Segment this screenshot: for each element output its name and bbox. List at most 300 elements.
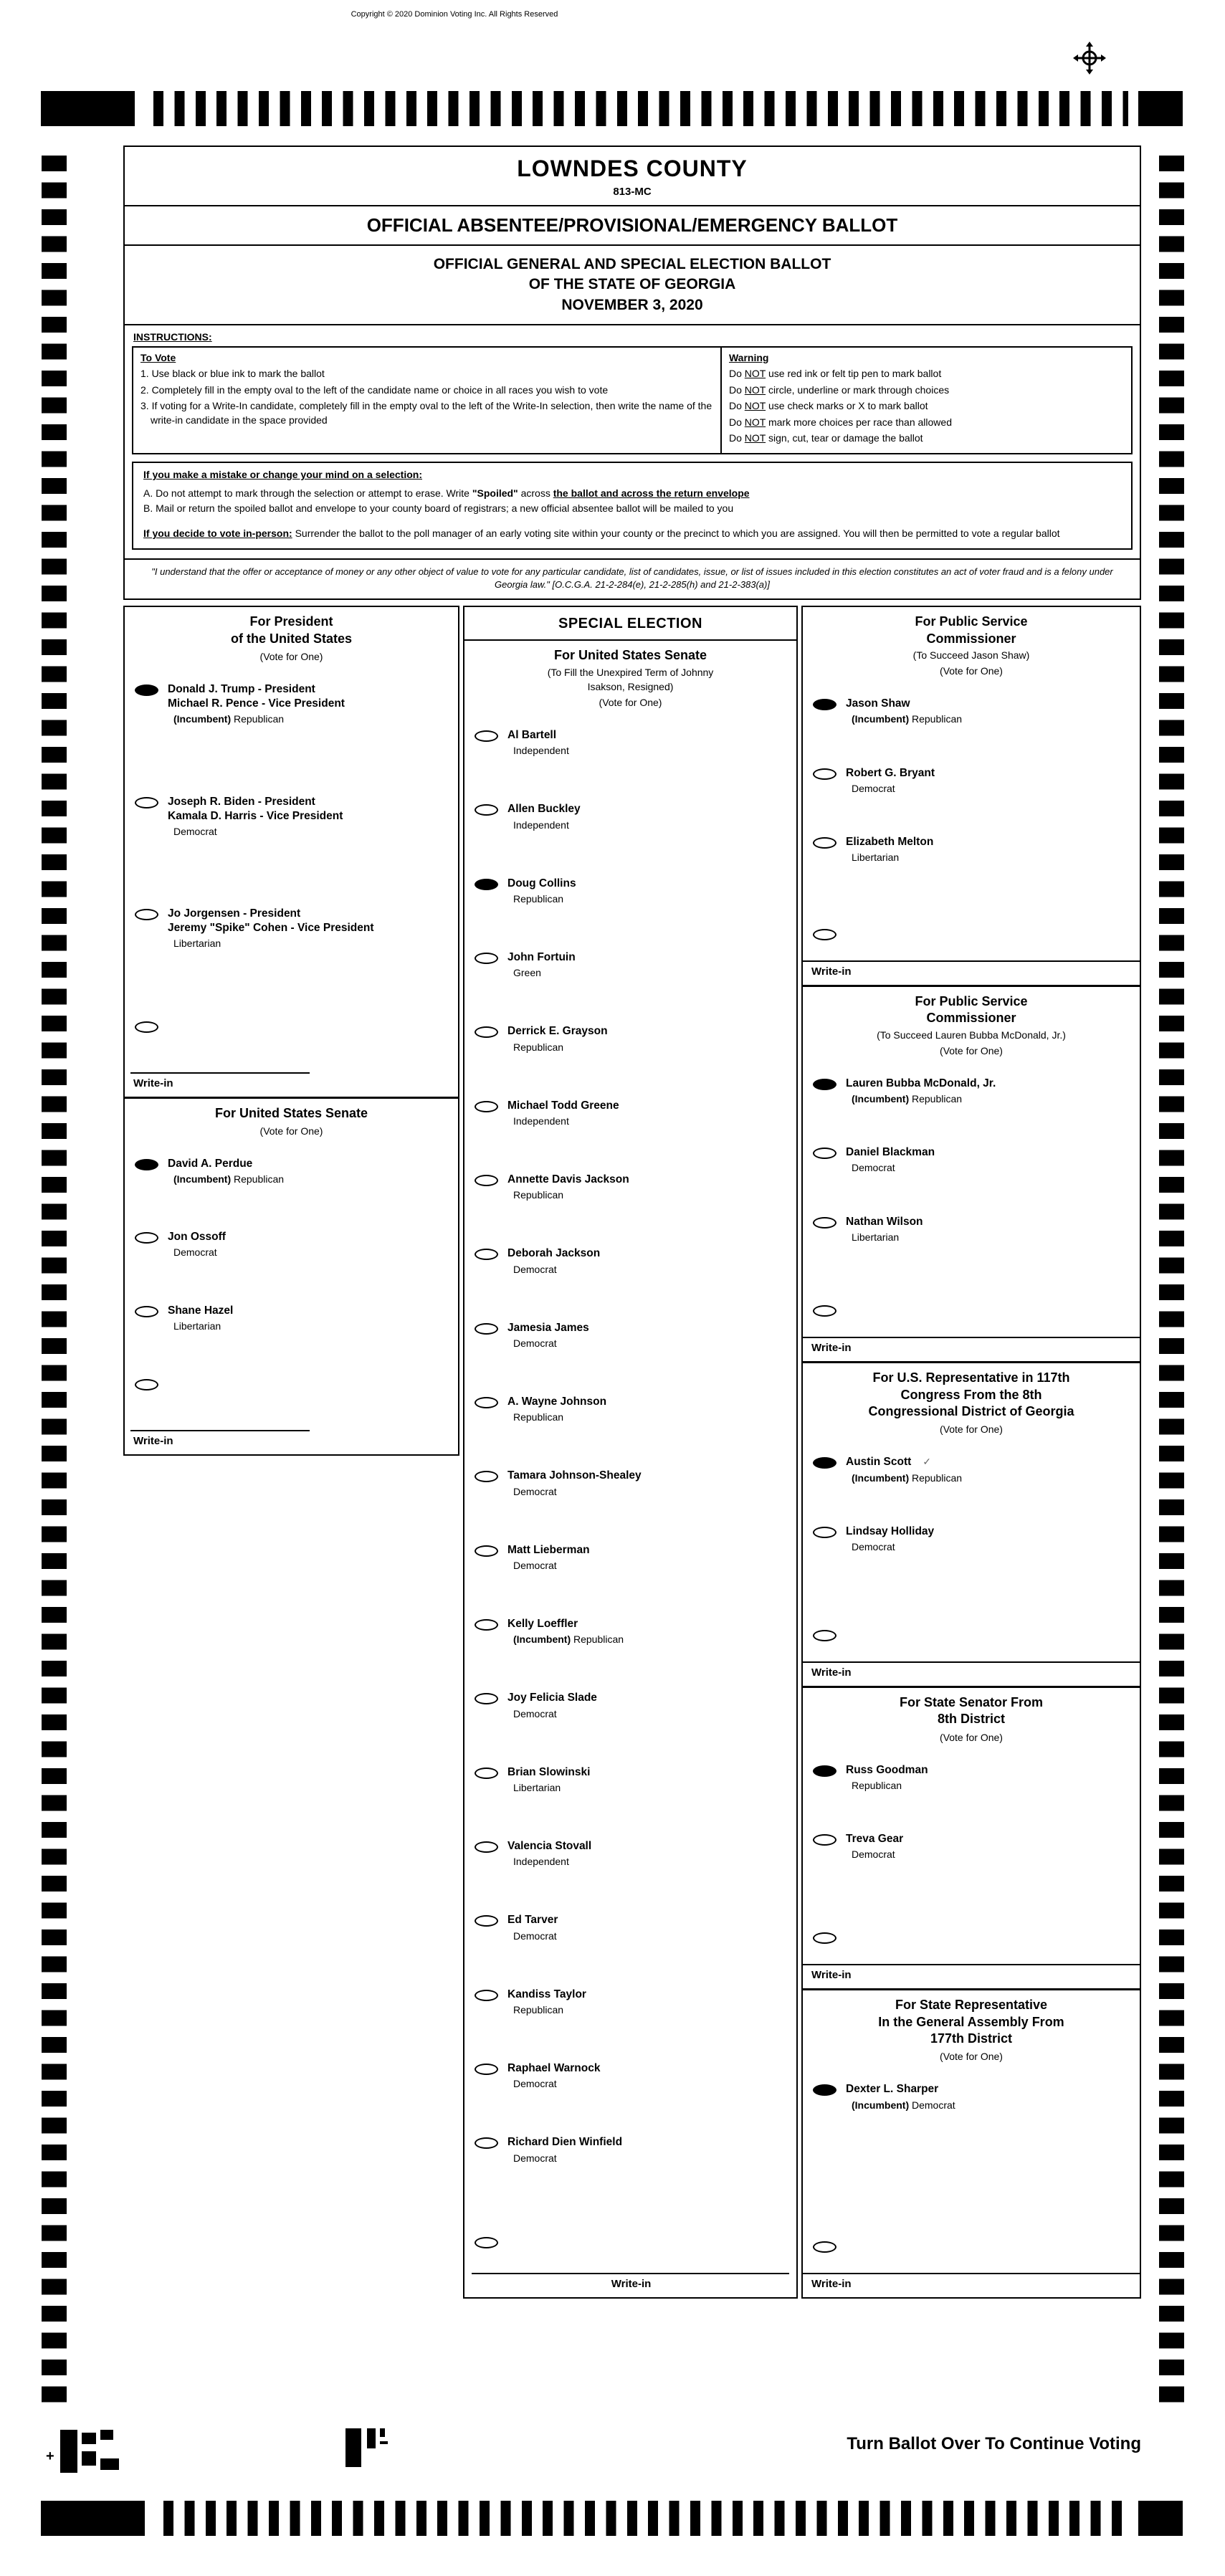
contest-header (803, 1363, 1140, 1455)
candidate-row (813, 697, 1135, 725)
contest-title-line: For United States Senate (553, 648, 707, 663)
party-name: Republican (513, 892, 564, 905)
candidate-row (475, 1617, 792, 1646)
ballot-id-mark (367, 2428, 376, 2448)
write-in-label: Write-in (811, 965, 852, 978)
timing-tick-bars (163, 2501, 1128, 2536)
candidate-name: Derrick E. Grayson (507, 1025, 608, 1038)
candidate-row (475, 950, 792, 979)
party-name: Green (513, 967, 541, 979)
ballot-type-title: OFFICIAL ABSENTEE/PROVISIONAL/EMERGENCY BALLOT (125, 206, 1140, 246)
ballot-oval[interactable] (135, 1306, 158, 1317)
candidate-party (173, 1320, 233, 1332)
contest-header (125, 607, 458, 682)
write-in-oval[interactable] (813, 1305, 836, 1317)
election-date: NOVEMBER 3, 2020 (561, 296, 703, 313)
to-vote-item: 2. Completely fill in the empty oval to the left of the candidate name or choice in all races you wish to vote (140, 383, 609, 396)
party-name: Republican (912, 713, 963, 725)
candidate-name: Dexter L. Sharper (846, 2083, 939, 2096)
candidate-name: John Fortuin (507, 951, 576, 964)
ballot-oval[interactable] (475, 1693, 498, 1704)
candidate-row (475, 1321, 792, 1350)
candidate-info (507, 1543, 590, 1572)
write-in-oval[interactable] (813, 2241, 836, 2253)
warning-section (722, 348, 1131, 453)
candidate-name: Lindsay Holliday (846, 1525, 935, 1537)
candidate-name: Joy Felicia Slade (507, 1692, 597, 1704)
ballot-content (123, 146, 1141, 2299)
timing-marks-right (1159, 156, 1184, 2406)
candidate-party (513, 892, 576, 905)
contest (803, 987, 1140, 1363)
county-name: LOWNDES COUNTY (517, 156, 748, 181)
ballot-oval[interactable] (475, 1101, 498, 1112)
candidate-party (852, 1161, 935, 1174)
to-vote-item: 3. If voting for a Write-In candidate, completely fill in the empty oval to the left of the Write-In selection, then write the name of the write-in candidate in the space provided (140, 400, 712, 426)
write-in-label: Write-in (133, 1077, 173, 1089)
precinct-code: 813-MC (613, 186, 652, 198)
to-vote-title: To Vote (140, 352, 176, 364)
ballot-oval[interactable] (475, 2137, 498, 2149)
ballot-oval[interactable] (475, 804, 498, 816)
text-segment: Do (728, 416, 745, 428)
candidate-row (135, 1304, 454, 1332)
warning-item (729, 383, 1124, 398)
party-name: Democrat (852, 1162, 895, 1174)
ballot-oval[interactable] (813, 837, 836, 849)
registration-crosshair-icon (1073, 42, 1106, 75)
party-name: Republican (912, 1471, 963, 1484)
text-segment: If you make a mistake or change your mind on a selection: (143, 469, 422, 480)
text-segment: A. Do not attempt to mark through the selection or attempt to erase. Write (143, 487, 472, 499)
party-name: Independent (513, 1856, 569, 1868)
to-vote-item: 1. Use black or blue ink to mark the ballot (140, 368, 325, 380)
instructions-box (132, 346, 1133, 454)
candidate-info (846, 1455, 962, 1484)
party-name: Democrat (173, 825, 217, 837)
contest (803, 1688, 1140, 1991)
write-in-label: Write-in (811, 1666, 852, 1679)
candidate-info (507, 1173, 629, 1201)
party-name: Republican (513, 1041, 564, 1053)
candidate-info (507, 1617, 624, 1646)
candidate-info (168, 1304, 233, 1332)
vote-for-instruction: (Vote for One) (940, 665, 1003, 677)
candidate-name: Brian Slowinski (507, 1765, 591, 1778)
candidate-row (813, 766, 1135, 795)
incumbent-label: (Incumbent) (852, 1471, 912, 1484)
party-name: Democrat (852, 1848, 895, 1860)
party-name: Democrat (513, 2078, 557, 2090)
write-in-line[interactable] (803, 1337, 1140, 1338)
contest-header (464, 641, 796, 728)
contest-title-line: For Public Service (915, 614, 1028, 629)
candidate-row (135, 795, 454, 838)
candidate-party (513, 1559, 590, 1572)
candidate-info (507, 1024, 608, 1053)
mistake-items (143, 486, 1121, 516)
write-in-section (803, 1628, 1140, 1686)
candidate-party (852, 1092, 996, 1105)
ballot-oval[interactable] (475, 1471, 498, 1482)
candidate-name: Jason Shaw (846, 697, 910, 710)
text-segment: Do (728, 368, 745, 380)
candidate-party (852, 1231, 923, 1244)
candidate-row (475, 1099, 792, 1127)
ballot-oval[interactable] (475, 1768, 498, 1779)
ballot-oval[interactable] (475, 1915, 498, 1927)
contest-title-line: of the United States (230, 631, 352, 646)
to-vote-items (140, 367, 713, 427)
special-election-header: SPECIAL ELECTION (464, 607, 796, 641)
ballot-oval[interactable] (475, 1323, 498, 1335)
party-name: Democrat (513, 1485, 557, 1497)
candidate-party (513, 2077, 601, 2090)
candidate-row (135, 907, 454, 950)
copyright-text: Copyright © 2020 Dominion Voting Inc. All Rights Reserved (351, 10, 558, 19)
text-segment: Do (728, 432, 745, 444)
ballot-oval-filled[interactable] (813, 1765, 836, 1777)
ballot-id-mark (82, 2451, 96, 2466)
candidate-info (507, 1988, 586, 2016)
timing-end-block (1138, 91, 1183, 126)
vote-for-instruction: (Vote for One) (940, 1423, 1003, 1436)
ballot-oval[interactable] (813, 1834, 836, 1846)
candidate-party (513, 966, 576, 979)
party-name: Republican (513, 2003, 564, 2016)
write-in-line[interactable] (803, 2273, 1140, 2274)
write-in-oval[interactable] (813, 1932, 836, 1944)
candidate-info (846, 766, 935, 795)
candidate-name: Michael Todd Greene (507, 1099, 619, 1112)
party-name: Libertarian (173, 1320, 221, 1332)
party-name: Libertarian (852, 851, 900, 864)
ballot-oval[interactable] (475, 2064, 498, 2075)
candidate-info (507, 1099, 619, 1127)
contest-title-line: 8th District (937, 1712, 1006, 1727)
fraud-warning: "I understand that the offer or acceptance of money or any other object of value to vote for any particular candidate, list of candidates, issue, or list of issues included in this election constitutes an act of voter fraud and is a felony under Georgia law." [O.C.G.A. 21-2-284(e), 21-2-285(h) and 21-2-383(a)] (125, 558, 1140, 598)
text-segment: use check marks or X to mark ballot (766, 400, 928, 412)
write-in-line[interactable] (130, 1072, 310, 1074)
party-name: Democrat (513, 1559, 557, 1571)
ballot-oval[interactable] (475, 1545, 498, 1557)
candidate-row (135, 1157, 454, 1186)
write-in-line[interactable] (472, 2273, 789, 2274)
candidate-row (475, 877, 792, 905)
candidate-info (846, 1145, 935, 1174)
write-in-label: Write-in (611, 2278, 652, 2291)
warning-item (729, 399, 1124, 414)
election-title-line2: OF THE STATE OF GEORGIA (528, 276, 736, 293)
ballot-id-mark (100, 2430, 113, 2440)
candidate-name: Lauren Bubba McDonald, Jr. (846, 1077, 996, 1089)
contest (125, 1099, 458, 1454)
warning-items (729, 367, 1124, 446)
candidate-info (168, 1230, 226, 1259)
ballot-oval[interactable] (475, 1175, 498, 1186)
party-name: Democrat (852, 1540, 895, 1552)
candidate-name: Russ Goodman (846, 1763, 928, 1776)
candidate-info (168, 795, 343, 838)
contest (803, 1990, 1140, 2297)
incumbent-label: (Incumbent) (173, 713, 234, 725)
warning-title: Warning (728, 352, 769, 364)
party-name: Democrat (513, 1337, 557, 1349)
text-segment: use red ink or felt tip pen to mark ballot (766, 368, 942, 380)
candidate-name: Doug Collins (507, 877, 576, 889)
candidate-party (513, 1707, 597, 1720)
candidate-name: Tamara Johnson-Shealey (507, 1469, 642, 1482)
mistake-item (143, 501, 1121, 516)
ballot-oval[interactable] (475, 1990, 498, 2001)
text-segment: NOT (744, 368, 766, 380)
contest-title-line: For Public Service (915, 993, 1028, 1008)
party-name: Republican (852, 1779, 902, 1791)
candidate-party (852, 1471, 962, 1484)
ballot-oval[interactable] (475, 1249, 498, 1260)
party-name: Democrat (912, 2099, 955, 2111)
ballot-oval-filled[interactable] (813, 1457, 836, 1469)
candidate-row (475, 2135, 792, 2164)
text-segment: across (518, 487, 553, 499)
candidate-party (513, 1115, 619, 1127)
ballot-oval[interactable] (813, 768, 836, 780)
contest (464, 641, 796, 2297)
candidate-name: Jeremy "Spike" Cohen - Vice President (168, 922, 374, 935)
ballot-oval[interactable] (475, 730, 498, 742)
in-person-instructions (143, 526, 1121, 541)
candidate-party (852, 1779, 928, 1792)
write-in-line[interactable] (803, 1661, 1140, 1663)
contest-title-line: 177th District (930, 2031, 1013, 2046)
text-segment: mark more choices per race than allowed (766, 416, 952, 428)
candidate-info (846, 835, 933, 864)
candidate-party (513, 1485, 642, 1498)
contest-subtitle-line: Isakson, Resigned) (587, 680, 674, 692)
candidate-info (507, 1469, 642, 1497)
ballot-oval-filled[interactable] (475, 879, 498, 890)
text-segment: Do (728, 400, 745, 412)
candidate-info (846, 1077, 996, 1105)
candidate-info (507, 1246, 600, 1275)
turn-over-text: Turn Ballot Over To Continue Voting (847, 2434, 1141, 2453)
write-in-oval[interactable] (813, 929, 836, 940)
candidate-row (813, 1525, 1135, 1553)
write-in-label: Write-in (811, 1969, 852, 1982)
ballot-oval[interactable] (475, 1397, 498, 1408)
warning-item (729, 431, 1124, 446)
ballot-oval[interactable] (475, 953, 498, 964)
ballot-oval[interactable] (475, 1619, 498, 1631)
candidate-name: David A. Perdue (168, 1157, 253, 1170)
candidate-row (813, 1763, 1135, 1792)
ballot-oval[interactable] (135, 909, 158, 920)
timing-start-bar (41, 2501, 145, 2536)
contest (125, 607, 458, 1098)
warning-item (729, 367, 1124, 381)
candidate-party (513, 1337, 589, 1350)
party-name: Republican (513, 1189, 564, 1201)
candidate-info (846, 1215, 923, 1244)
ballot-oval-filled[interactable] (135, 684, 158, 696)
party-name: Independent (513, 745, 569, 757)
incumbent-label: (Incumbent) (852, 1093, 912, 1105)
candidate-party (513, 819, 581, 831)
mistake-section (132, 462, 1133, 550)
write-in-oval[interactable] (475, 2237, 498, 2248)
contest-header (803, 607, 1140, 697)
candidate-name: Annette Davis Jackson (507, 1173, 629, 1186)
incumbent-label: (Incumbent) (852, 2099, 912, 2111)
candidate-party (852, 851, 933, 864)
candidate-party (852, 712, 962, 725)
party-name: Democrat (173, 1246, 217, 1259)
candidate-party (513, 1633, 624, 1646)
party-name: Republican (513, 1411, 564, 1423)
candidate-name: Robert G. Bryant (846, 766, 935, 779)
contest-subtitle-line: (To Succeed Jason Shaw) (912, 649, 1030, 662)
candidate-party (513, 1263, 600, 1276)
candidate-row (135, 682, 454, 725)
candidate-info (507, 802, 581, 831)
text-segment: B. Mail or return the spoiled ballot and envelope to your county board of registrars; a new official absentee ballot will be mailed to you (143, 502, 734, 514)
party-name: Republican (573, 1633, 624, 1646)
candidate-party (173, 1246, 226, 1259)
party-name: Republican (234, 713, 285, 725)
contest-title-line: For United States Senate (214, 1105, 368, 1120)
write-in-oval[interactable] (135, 1379, 158, 1390)
party-name: Libertarian (852, 1231, 900, 1243)
candidate-row (475, 1173, 792, 1201)
candidate-row (475, 1765, 792, 1794)
write-in-label: Write-in (133, 1434, 173, 1447)
candidate-info (168, 907, 374, 950)
election-title-block (125, 246, 1140, 325)
candidate-party (513, 2152, 622, 2165)
candidate-info (846, 1832, 903, 1861)
contest-header (803, 1990, 1140, 2082)
contests-area (123, 606, 1141, 2299)
ballot-id-mark (100, 2458, 119, 2470)
ballot-oval[interactable] (135, 797, 158, 808)
candidate-info (507, 1913, 558, 1942)
text-segment: "Spoiled" (472, 487, 518, 499)
ballot-oval[interactable] (475, 1026, 498, 1038)
candidate-name: Treva Gear (846, 1832, 904, 1845)
write-in-oval[interactable] (135, 1021, 158, 1033)
candidate-row (475, 1988, 792, 2016)
candidate-party (513, 1781, 590, 1794)
incumbent-label: (Incumbent) (852, 713, 912, 725)
contest-header (803, 1688, 1140, 1763)
timing-start-bar (41, 91, 135, 126)
candidate-party (852, 1540, 934, 1553)
ballot-oval-filled[interactable] (813, 2084, 836, 2096)
candidate-name: Donald J. Trump - President (168, 683, 315, 696)
ballot-oval[interactable] (135, 1232, 158, 1244)
write-in-line[interactable] (130, 1430, 310, 1431)
party-name: Democrat (852, 782, 895, 794)
candidate-name: Allen Buckley (507, 803, 581, 816)
contest-subtitle-line: (To Fill the Unexpired Term of Johnny (547, 666, 714, 678)
candidate-info (507, 877, 576, 905)
text-segment: NOT (744, 400, 766, 412)
contest-header (125, 1099, 458, 1157)
contest-title-line: Congress From the 8th (900, 1387, 1042, 1402)
candidate-name: Elizabeth Melton (846, 836, 934, 848)
candidate-info (846, 1525, 934, 1553)
party-name: Democrat (513, 1263, 557, 1275)
timing-marks-left (42, 156, 67, 2406)
candidate-party (852, 782, 935, 795)
timing-marks-top (41, 91, 1183, 126)
incumbent-label: (Incumbent) (513, 1633, 573, 1646)
write-in-label: Write-in (811, 2278, 852, 2291)
instructions-label: INSTRUCTIONS: (133, 331, 212, 343)
write-in-section (803, 1930, 1140, 1988)
write-in-oval[interactable] (813, 1630, 836, 1641)
mistake-heading (143, 469, 1121, 480)
contest-title-line: For State Representative (895, 1998, 1048, 2013)
candidate-party (852, 1848, 903, 1861)
candidate-party (513, 1188, 629, 1201)
ballot-id-mark (380, 2441, 388, 2444)
contest-title-line: Congressional District of Georgia (868, 1404, 1074, 1418)
county-header (125, 147, 1140, 206)
contest-title-line: Commissioner (926, 1011, 1016, 1026)
write-in-line[interactable] (803, 1964, 1140, 1965)
contest-column-1 (123, 606, 459, 1456)
text-segment: NOT (744, 383, 766, 396)
timing-end-block (1138, 2501, 1183, 2536)
candidate-row (475, 2061, 792, 2090)
candidate-row (813, 1145, 1135, 1174)
write-in-section (803, 927, 1140, 985)
mistake-item (143, 486, 1121, 501)
candidate-row (135, 1230, 454, 1259)
party-name: Democrat (513, 1929, 557, 1942)
candidate-name: Daniel Blackman (846, 1146, 935, 1159)
ballot-oval-filled[interactable] (135, 1159, 158, 1170)
text-segment: Do (728, 383, 745, 396)
candidate-row (813, 1455, 1135, 1484)
write-in-label: Write-in (811, 1342, 852, 1355)
ballot-oval[interactable] (475, 1841, 498, 1853)
ballot-oval[interactable] (813, 1148, 836, 1159)
ballot-oval[interactable] (813, 1217, 836, 1229)
candidate-row (813, 2082, 1135, 2111)
contest-subtitle-line: (To Succeed Lauren Bubba McDonald, Jr.) (877, 1029, 1066, 1041)
candidate-party (173, 712, 345, 725)
candidate-row (475, 728, 792, 757)
candidate-row (475, 802, 792, 831)
election-title-line1: OFFICIAL GENERAL AND SPECIAL ELECTION BALLOT (433, 256, 831, 272)
ballot-oval-filled[interactable] (813, 699, 836, 710)
timing-tick-bars (153, 91, 1128, 126)
write-in-line[interactable] (803, 960, 1140, 962)
candidate-party (513, 1929, 558, 1942)
candidate-name: Jon Ossoff (168, 1231, 226, 1244)
ballot-oval-filled[interactable] (813, 1079, 836, 1090)
text-segment: the ballot and across the return envelope (553, 487, 750, 499)
candidate-name: Richard Dien Winfield (507, 2136, 623, 2149)
party-name: Democrat (513, 1707, 557, 1719)
candidate-row (813, 1077, 1135, 1105)
candidate-info (507, 728, 569, 757)
contest-column-2 (463, 606, 798, 2299)
candidate-party (173, 1173, 284, 1186)
ballot-oval[interactable] (813, 1527, 836, 1538)
